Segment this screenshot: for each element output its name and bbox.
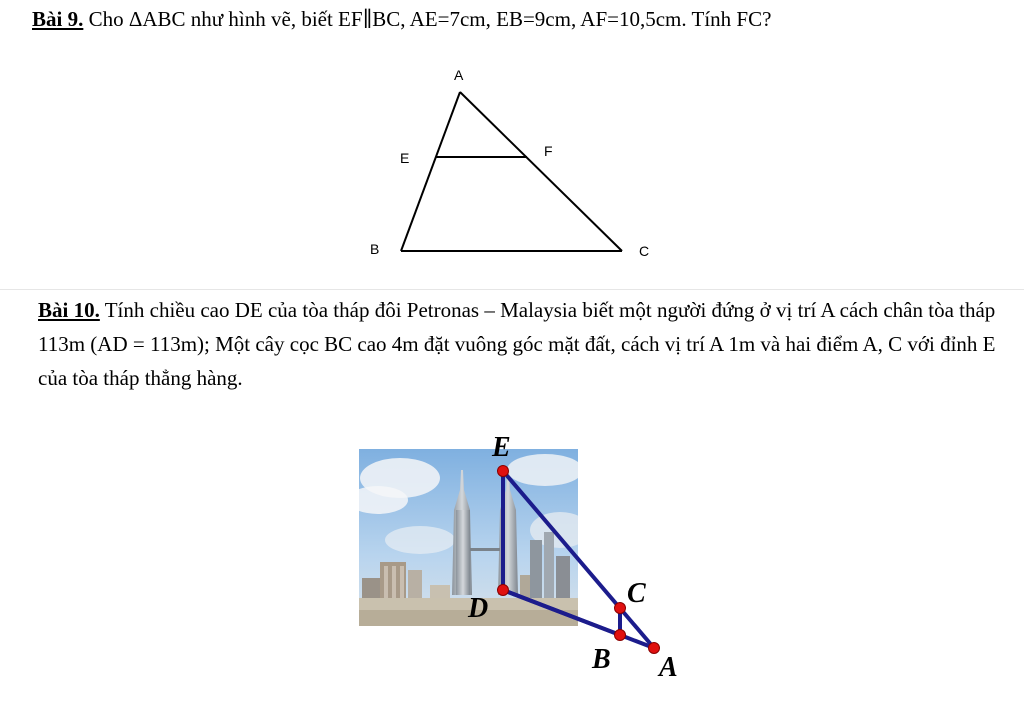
point-c bbox=[615, 603, 626, 614]
label-point-c: C bbox=[627, 578, 646, 609]
label-f: F bbox=[544, 143, 553, 159]
label-point-e: E bbox=[492, 432, 511, 463]
point-d bbox=[498, 585, 509, 596]
problem-10-label: Bài 10. bbox=[38, 298, 100, 322]
label-point-b: B bbox=[592, 644, 611, 675]
point-e bbox=[498, 466, 509, 477]
label-b: B bbox=[370, 241, 380, 257]
problem-9-label: Bài 9. bbox=[32, 7, 84, 31]
label-point-a: A bbox=[659, 652, 678, 683]
label-a: A bbox=[454, 67, 464, 83]
label-e: E bbox=[400, 150, 410, 166]
point-a bbox=[649, 643, 660, 654]
label-c: C bbox=[639, 243, 650, 259]
problem-10-text: Tính chiều cao DE của tòa tháp đôi Petronas – Malaysia biết một người đứng ở vị trí A cách chân tòa tháp 113m (AD = 113m); Một cây cọc BC cao 4m đặt vuông góc mặt đất, cách vị trí A 1m và hai điểm A, C với đỉnh E của tòa tháp thẳng hàng. bbox=[38, 298, 996, 390]
point-b bbox=[615, 630, 626, 641]
label-point-d: D bbox=[468, 593, 489, 624]
problem-9-text: Cho ΔABC như hình vẽ, biết EF∥BC, AE=7cm, EB=9cm, AF=10,5cm. Tính FC? bbox=[83, 7, 772, 31]
